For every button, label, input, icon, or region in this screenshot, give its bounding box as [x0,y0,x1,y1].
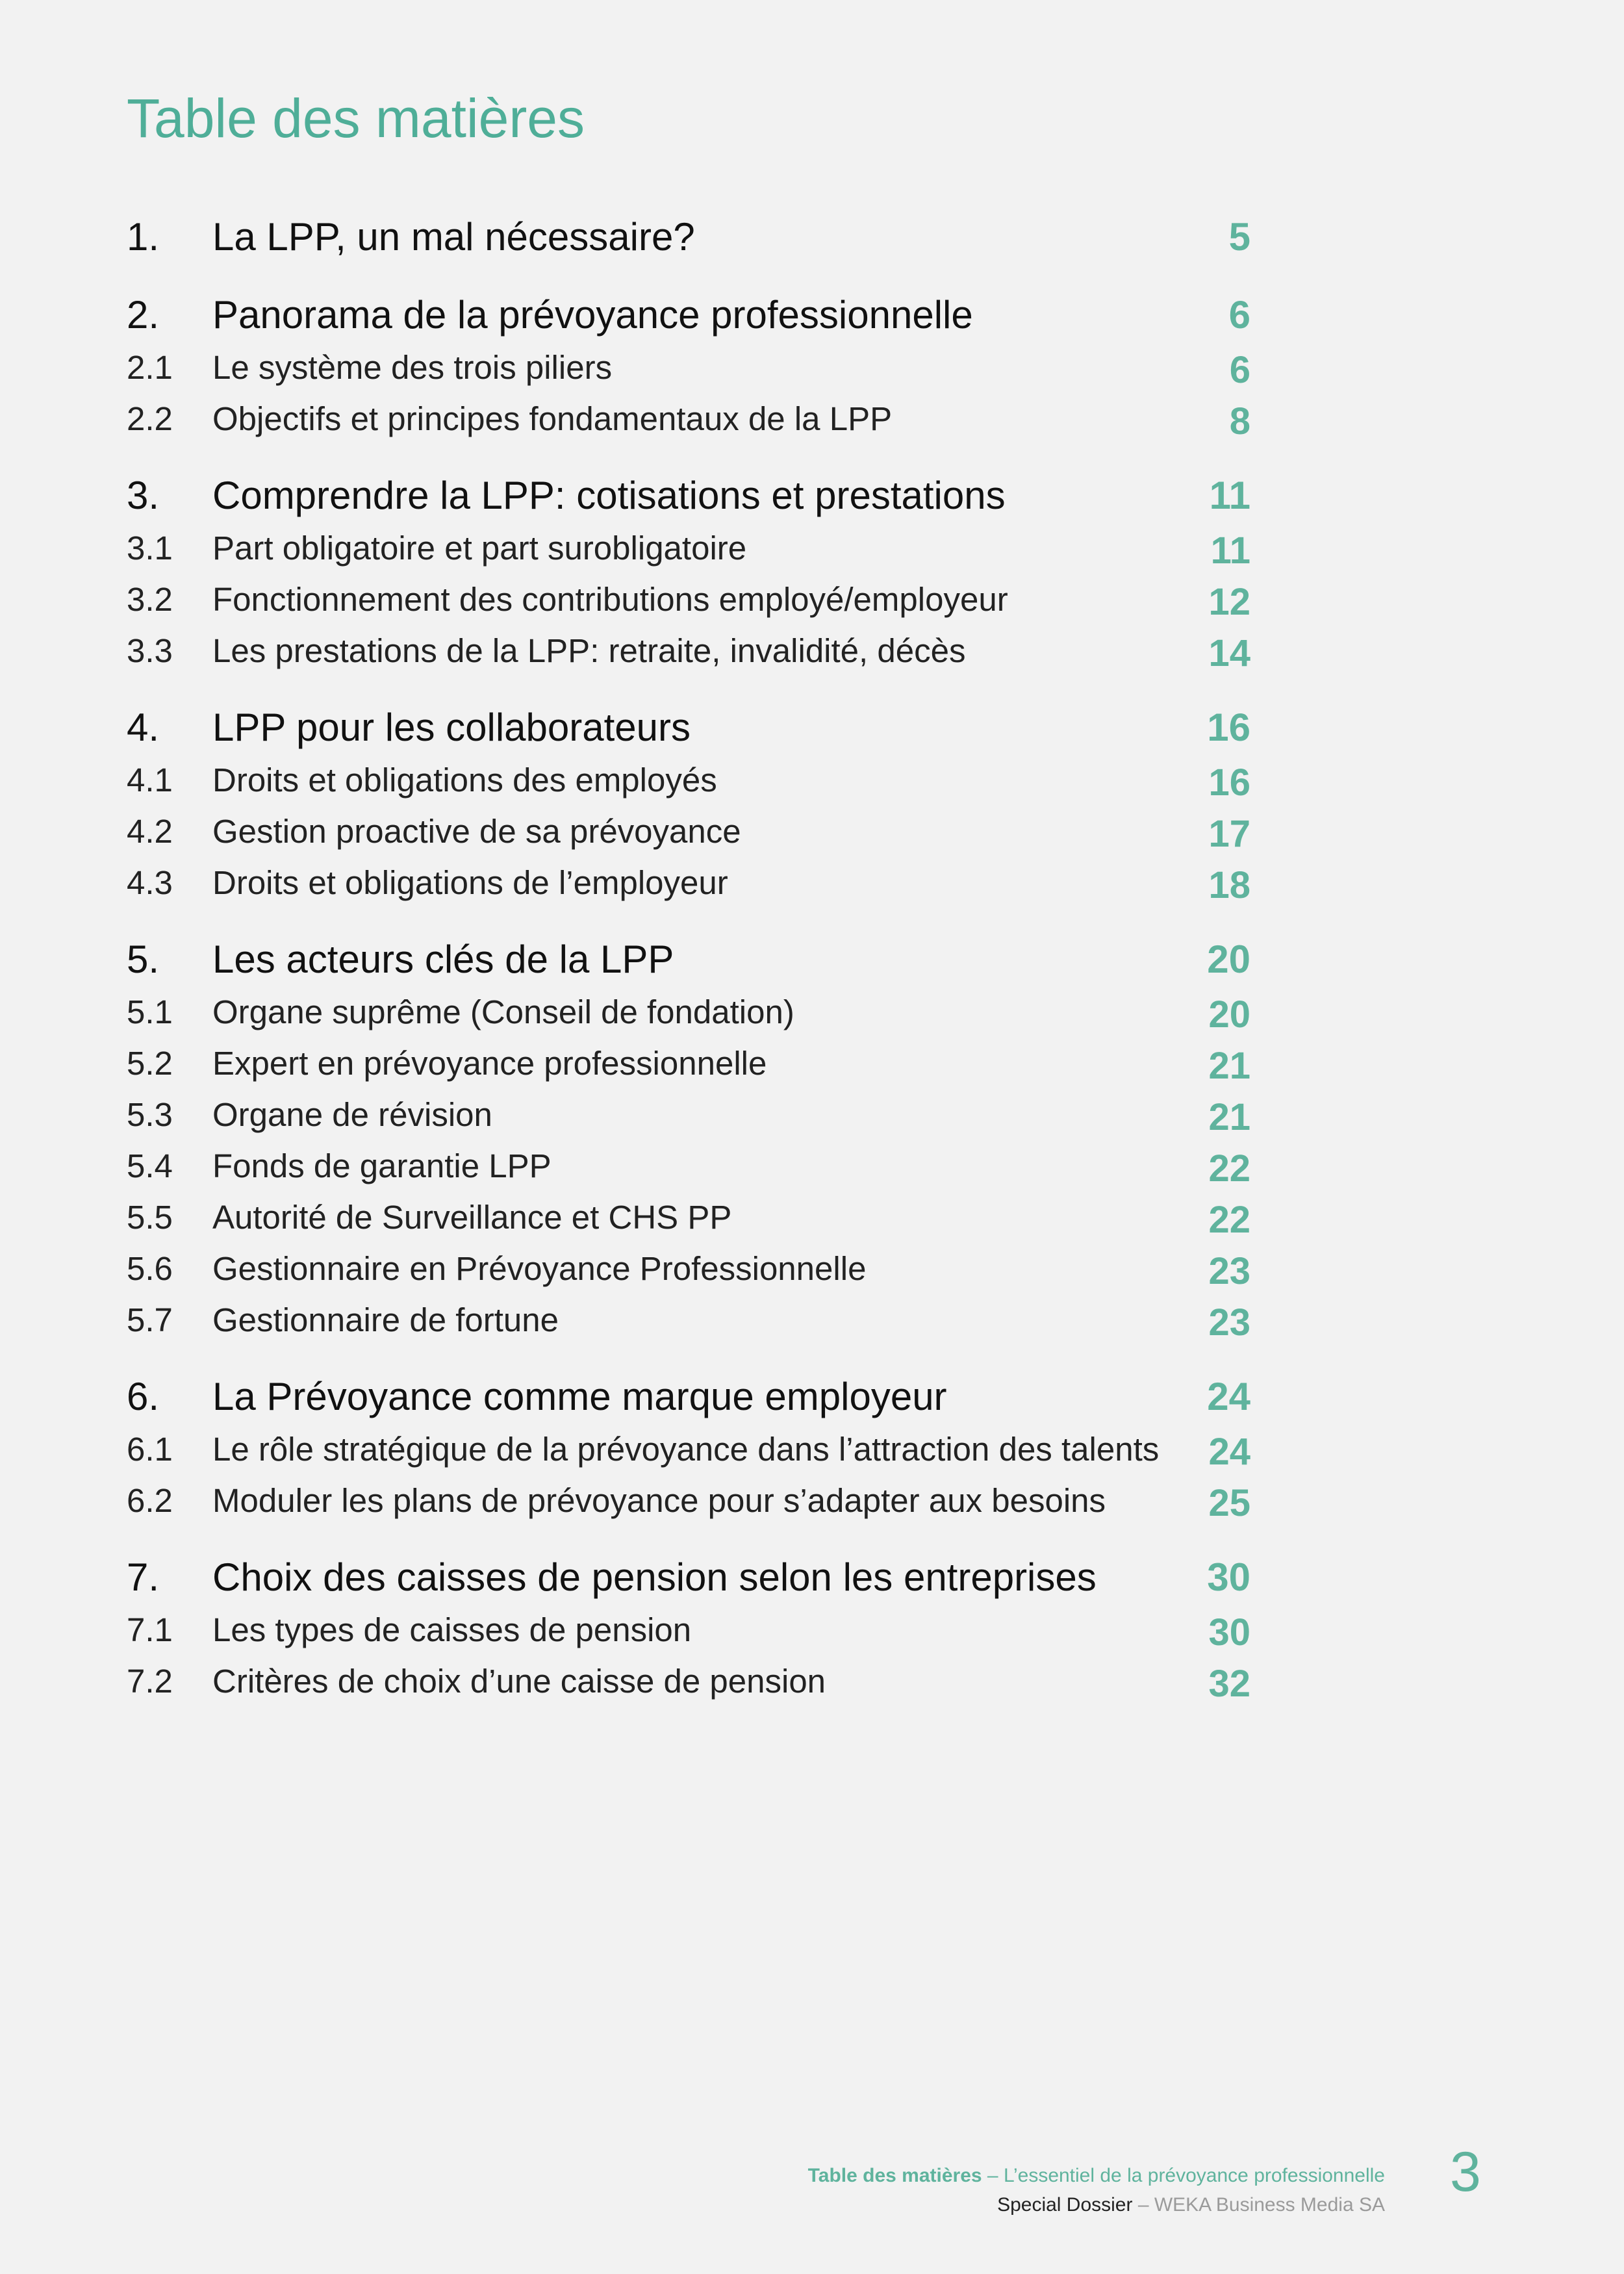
toc-subchapter-entry[interactable] [127,863,1250,915]
toc-subchapter-entry[interactable] [127,1430,1250,1481]
footer-publication: Special Dossier [997,2194,1133,2216]
subchapter-page-number: 30 [1208,1611,1250,1654]
subchapter-page-number: 11 [1210,530,1250,572]
subchapter-label: Objectifs et principes fondamentaux de la LPP [212,400,893,437]
subchapter-page-number: 14 [1208,632,1250,674]
chapter-num: 6. [127,1375,160,1418]
subchapter-num: 7.1 [127,1611,173,1648]
subchapter-label: Gestion proactive de sa prévoyance [212,813,741,850]
toc-subchapter-entry[interactable] [127,812,1250,863]
subchapter-num: 3.3 [127,632,173,669]
subchapter-num: 3.2 [127,581,173,618]
subchapter-label: Organe suprême (Conseil de fondation) [212,993,794,1030]
toc-subchapter-entry[interactable] [127,1481,1250,1533]
subchapter-label: Fonctionnement des contributions employé/employeur [212,581,1008,618]
chapter-num: 4. [127,706,160,749]
chapter-label: Panorama de la prévoyance professionnelle [212,293,973,337]
subchapter-page-number: 6 [1229,349,1250,391]
subchapter-label: Gestionnaire en Prévoyance Professionnelle [212,1250,867,1287]
page-title: Table des matières [127,88,585,149]
toc-subchapter-entry[interactable] [127,1044,1250,1095]
chapter-page-number: 5 [1228,215,1250,259]
subchapter-num: 2.2 [127,400,173,437]
subchapter-page-number: 20 [1208,993,1250,1036]
subchapter-page-number: 8 [1229,400,1250,442]
subchapter-page-number: 23 [1208,1250,1250,1292]
subchapter-page-number: 22 [1208,1147,1250,1190]
subchapter-label: Moduler les plans de prévoyance pour s’adapter aux besoins [212,1482,1106,1519]
subchapter-label: Autorité de Surveillance et CHS PP [212,1199,732,1236]
toc-section [127,1374,1250,1533]
subchapter-label: Expert en prévoyance professionnelle [212,1045,767,1082]
subchapter-label: Droits et obligations des employés [212,761,717,798]
toc-subchapter-entry[interactable] [127,348,1250,400]
subchapter-label: Droits et obligations de l’employeur [212,864,728,901]
footer-separator: – [982,2165,1004,2186]
subchapter-num: 5.7 [127,1301,173,1338]
footer-publisher [808,2190,1385,2219]
subchapter-page-number: 23 [1208,1301,1250,1344]
chapter-page-number: 20 [1207,938,1250,981]
chapter-label: Choix des caisses de pension selon les entreprises [212,1555,1097,1599]
subchapter-label: Critères de choix d’une caisse de pension [212,1663,826,1700]
toc-chapter-entry[interactable] [127,705,1250,761]
toc-section [127,473,1250,683]
toc-chapter-entry[interactable] [127,214,1250,270]
subchapter-num: 5.3 [127,1096,173,1133]
chapter-num: 5. [127,938,160,981]
subchapter-page-number: 25 [1208,1482,1250,1524]
chapter-page-number: 30 [1207,1555,1250,1599]
subchapter-label: Gestionnaire de fortune [212,1301,559,1338]
toc-subchapter-entry[interactable] [127,1249,1250,1301]
page-footer [808,2161,1385,2219]
page-number: 3 [1450,2141,1481,2203]
subchapter-label: Organe de révision [212,1096,492,1133]
toc-section [127,937,1250,1352]
subchapter-num: 4.2 [127,813,173,850]
chapter-label: LPP pour les collaborateurs [212,706,691,749]
toc-subchapter-entry[interactable] [127,400,1250,451]
footer-company: WEKA Business Media SA [1154,2194,1385,2216]
footer-running-title [808,2161,1385,2190]
chapter-label: La LPP, un mal nécessaire? [212,215,695,259]
toc-section [127,1555,1250,1713]
subchapter-page-number: 16 [1208,761,1250,804]
toc-subchapter-entry[interactable] [127,1301,1250,1352]
toc-subchapter-entry[interactable] [127,1198,1250,1249]
subchapter-num: 5.1 [127,993,173,1030]
subchapter-num: 5.5 [127,1199,173,1236]
chapter-page-number: 16 [1207,706,1250,749]
toc-chapter-entry[interactable] [127,1374,1250,1430]
subchapter-num: 5.2 [127,1045,173,1082]
chapter-label: Les acteurs clés de la LPP [212,938,674,981]
subchapter-page-number: 24 [1208,1431,1250,1473]
subchapter-page-number: 21 [1208,1045,1250,1087]
chapter-num: 7. [127,1555,160,1599]
subchapter-page-number: 32 [1208,1663,1250,1705]
subchapter-page-number: 18 [1208,864,1250,906]
table-of-contents [127,214,1250,1735]
chapter-label: La Prévoyance comme marque employeur [212,1375,947,1418]
chapter-page-number: 11 [1209,474,1250,517]
toc-subchapter-entry[interactable] [127,1662,1250,1713]
subchapter-num: 4.3 [127,864,173,901]
toc-chapter-entry[interactable] [127,937,1250,993]
chapter-num: 3. [127,474,160,517]
toc-subchapter-entry[interactable] [127,1095,1250,1147]
subchapter-num: 6.2 [127,1482,173,1519]
toc-section [127,214,1250,270]
subchapter-num: 2.1 [127,349,173,386]
subchapter-num: 3.1 [127,530,173,567]
toc-chapter-entry[interactable] [127,1555,1250,1611]
subchapter-label: Le système des trois piliers [212,349,613,386]
subchapter-label: Les prestations de la LPP: retraite, invalidité, décès [212,632,966,669]
subchapter-label: Les types de caisses de pension [212,1611,692,1648]
subchapter-num: 7.2 [127,1663,173,1700]
footer-separator-2: – [1132,2194,1154,2216]
toc-subchapter-entry[interactable] [127,529,1250,580]
chapter-num: 2. [127,293,160,337]
toc-subchapter-entry[interactable] [127,993,1250,1044]
subchapter-label: Part obligatoire et part surobligatoire [212,530,747,567]
toc-chapter-entry[interactable] [127,292,1250,348]
toc-subchapter-entry[interactable] [127,632,1250,683]
subchapter-page-number: 12 [1208,581,1250,623]
chapter-page-number: 6 [1228,293,1250,337]
subchapter-page-number: 22 [1208,1199,1250,1241]
toc-subchapter-entry[interactable] [127,761,1250,812]
subchapter-num: 6.1 [127,1431,173,1468]
toc-subchapter-entry[interactable] [127,1147,1250,1198]
chapter-page-number: 24 [1207,1375,1250,1418]
subchapter-label: Fonds de garantie LPP [212,1147,552,1184]
subchapter-num: 5.6 [127,1250,173,1287]
toc-subchapter-entry[interactable] [127,1611,1250,1662]
toc-chapter-entry[interactable] [127,473,1250,529]
toc-section [127,705,1250,915]
chapter-num: 1. [127,215,160,259]
chapter-label: Comprendre la LPP: cotisations et prestations [212,474,1006,517]
subchapter-label: Le rôle stratégique de la prévoyance dans l’attraction des talents [212,1431,1160,1468]
subchapter-page-number: 17 [1208,813,1250,855]
subchapter-page-number: 21 [1208,1096,1250,1138]
toc-section [127,292,1250,451]
subchapter-num: 5.4 [127,1147,173,1184]
footer-title: Table des matières [807,2165,982,2186]
subchapter-num: 4.1 [127,761,173,798]
toc-subchapter-entry[interactable] [127,580,1250,632]
footer-subtitle: L’essentiel de la prévoyance professionnelle [1003,2165,1385,2186]
